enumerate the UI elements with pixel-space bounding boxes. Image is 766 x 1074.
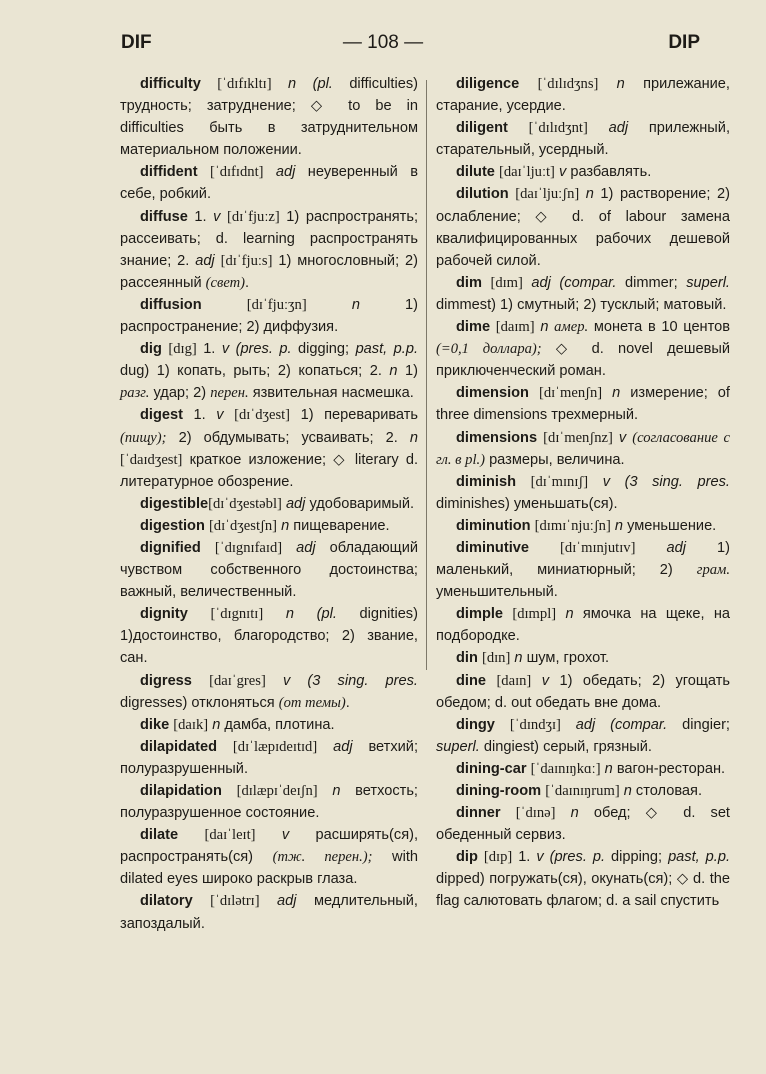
definition-text [317,739,333,755]
transcription: [dɪˈlæpɪdeɪtɪd] [232,738,318,755]
definition-text [193,893,210,909]
transcription: [ˈdaɪnɪŋkɑː] [530,760,601,777]
transcription: [dɪˈfjuːz] [227,208,280,225]
transcription: [dɪˈmenʃnz] [543,429,613,446]
gloss-label: грам. [696,562,730,579]
definition-text: удобоваримый. [305,495,415,512]
dictionary-entry [436,603,730,647]
dictionary-entry [436,515,730,537]
dictionary-entry [436,802,730,846]
definition-text: dipped) погружать(ся), окунать(ся); ◇ d. the flag салютовать флагом; d. a sail спустить [436,871,730,910]
transcription: [dɪˈdʒestəbl] [208,495,282,512]
definition-text [188,606,211,622]
grammar-label: v (3 sing. pres. [282,672,418,689]
grammar-label: v [213,208,221,225]
definition-text [486,673,496,689]
grammar-label: adj [296,539,316,556]
headword: digress [140,672,192,689]
definition-text [202,297,247,313]
transcription: [dɪmɪˈnjuːʃn] [534,517,611,534]
definition-text [508,120,529,136]
transcription: [dɪmpl] [512,606,557,623]
grammar-label: adj [666,539,686,556]
dictionary-entry [120,206,418,294]
transcription: [daɪˈljuːt] [498,164,555,181]
definition-text [260,893,277,909]
definition-text: разбавлять. [566,164,652,181]
grammar-label: adj [275,164,296,181]
headword: diffuse [140,208,188,225]
definition-text: ветхий; полуразрушенный. [120,738,419,777]
definition-text: неуверенный в себе, робкий. [120,164,418,203]
definition-text [201,540,215,556]
headword: dinner [456,805,501,822]
dictionary-entry [436,382,730,426]
transcription: [ˈdɪgnɪfaɪd] [214,539,283,556]
transcription: [ˈdɪnə] [515,805,556,822]
definition-text: ◇ d. novel дешевый приключенческий роман. [436,341,730,380]
dictionary-entry [436,117,730,161]
headword: din [456,650,478,667]
dictionary-entry [120,780,418,824]
grammar-label: adj [285,495,306,512]
headword: dingy [456,716,495,733]
definition-text: краткое изложение; ◇ literary d. литературное обозрение. [120,451,418,490]
grammar-label: superl. [686,274,730,291]
dictionary-entry [120,603,418,669]
definition-text: размеры, величина. [485,451,625,468]
dictionary-entry [436,846,730,912]
headword: dignity [140,606,188,623]
definition-text [192,673,209,689]
running-header [0,32,766,62]
dictionary-entry [436,471,730,515]
dictionary-entry [120,73,418,161]
grammar-label: n [585,186,594,203]
definition-text: dingiest) серый, грязный. [479,738,652,755]
definition-text: dignities) 1)достоинство, благородство; 2) звание, сан. [120,606,418,667]
headword: dimple [456,606,504,623]
headword: difficulty [140,76,201,92]
grammar-label: v [618,429,627,446]
definition-text [272,76,288,92]
dictionary-entry [120,404,418,492]
grammar-label: adj (compar. [575,716,668,733]
definition-text: расширять(ся), распространять(ся) [120,827,419,866]
headword: dig [140,341,162,358]
grammar-label: v [281,827,290,844]
grammar-label: n [281,517,290,534]
transcription: [dɪlæpɪˈdeɪʃn] [236,783,318,799]
definition-text: with dilated eyes широко раскрыв глаза. [120,849,419,888]
definition-text [266,673,283,689]
definition-text: язвительная насмешка. [248,385,414,402]
right-column [436,73,730,913]
definition-text [501,805,516,821]
grammar-label: n [332,783,341,799]
definition-text: digresses) отклоняться [120,694,279,711]
definition-text [178,827,204,843]
definition-text: 1. [196,341,222,358]
transcription: [ˈdɪlɪdʒns] [537,76,599,92]
transcription: [ˈdɪlətrɪ] [210,893,260,910]
headword: dignified [140,539,201,556]
grammar-label: n [604,760,613,777]
definition-text: 1) распространение; 2) диффузия. [120,296,419,336]
grammar-label: n [351,296,360,313]
gloss-label: амер. [554,319,589,336]
headword: dilate [140,827,179,844]
definition-text [588,120,609,136]
gloss-label: (=0,1 доллара); [436,341,542,358]
definition-text: dingier; [667,716,730,733]
grammar-label: past, p.p. [355,341,419,358]
grammar-label: n (pl. [285,606,337,623]
transcription: [daɪn] [496,672,532,689]
headword: diligence [456,76,520,92]
grammar-label: v [541,672,550,689]
dictionary-entry [436,183,730,271]
definition-text [555,805,570,821]
headword: dilute [456,164,495,181]
dictionary-entry [120,824,418,890]
headword: dine [456,672,486,689]
grammar-label: adj [277,893,297,910]
headword: digestible [140,495,209,512]
dictionary-entry [436,714,730,758]
grammar-label: n [623,783,632,799]
transcription: [ˈdaɪnɪŋrum] [545,783,620,799]
dictionary-entry [436,272,730,316]
definition-text [495,717,510,733]
definition-text [222,783,237,799]
definition-text [503,606,512,622]
headword: dining-car [456,760,527,777]
headword: dilatory [140,893,193,910]
grammar-label: n [612,385,621,402]
definition-text: . [245,274,250,291]
definition-text [529,385,539,401]
transcription: [ˈdɪfɪdnt] [209,164,264,181]
definition-text: dipping; [605,849,669,866]
definition-text: прилежный, старательный, усердный. [436,120,730,159]
headword: dike [140,716,170,733]
definition-text [263,164,275,180]
definition-text [318,783,333,799]
transcription: [dɪg] [168,341,197,358]
dictionary-entry [120,670,418,714]
definition-text: 1) обедать; 2) угощать обедом; d. out обедать вне дома. [436,672,730,711]
grammar-label: v (3 sing. pres. [602,473,730,490]
definition-text [217,739,233,755]
definition-text: 1) многословный; 2) рассеянный [120,252,419,291]
gloss-label: (пищу); [120,429,167,446]
definition-text: столовая. [631,783,703,799]
definition-text [224,407,235,423]
transcription: [daɪˈgres] [209,672,266,689]
transcription: [dɪˈfjuːʒn] [246,296,307,313]
headword: diffident [140,164,198,181]
headword: diminution [456,517,531,534]
gloss-label: разг. [120,385,150,402]
definition-text: измерение; of three dimensions трехмерный. [436,385,730,424]
transcription: [dɪˈdʒestʃn] [208,517,278,534]
gloss-label: (тж. перен.); [272,849,373,866]
transcription: [ˈdɪfɪkltɪ] [217,76,272,92]
headword: dim [456,274,482,291]
dictionary-entry [120,537,418,603]
transcription: [dɪˈfjuːs] [220,252,273,269]
definition-text [198,164,210,180]
grammar-label: v (pres. p. [221,341,292,358]
grammar-label: v [558,164,567,181]
left-column [120,73,418,935]
definition-text: 1) переваривать [290,407,419,424]
grammar-label: n [614,517,624,534]
dictionary-entry [120,714,418,736]
dictionary-entry [120,890,418,934]
definition-text: обладающий чувством собственного достоинства; важный, величественный. [120,539,418,601]
definition-text: dimmest) 1) смутный; 2) тусклый; матовый. [436,296,727,313]
definition-text: 1) растворение; 2) ослабление; ◇ d. of labour замена квалифицированных рабочих дешевой рабочей силой. [436,186,730,269]
transcription: [daɪˈleɪt] [204,827,256,844]
gloss-label: (от темы) [278,694,346,711]
dictionary-entry [120,161,418,205]
definition-text: 1) маленький, миниатюрный; 2) [436,539,730,579]
definition-text [529,540,560,556]
definition-text: вагон-ресторан. [612,760,726,777]
definition-text: обед; ◇ d. set обеденный сервиз. [436,805,730,844]
definition-text: 2) обдумывать; усваивать; 2. [166,429,410,446]
definition-text: difficulties) трудность; затруднение; ◇ to be in difficulties быть в затруднительном материальном положении. [120,76,418,159]
definition-text: dimmer; [616,274,687,291]
transcription: [dɪˈmenʃn] [538,385,603,402]
dictionary-entry [120,515,418,537]
definition-text [635,540,666,556]
definition-text [531,673,541,689]
dictionary-entry [120,736,418,780]
grammar-label: n [212,716,221,733]
dictionary-entry [120,294,418,338]
definition-text [282,540,296,556]
transcription: [dɪp] [483,849,513,866]
page-number: — 108 — [342,32,424,53]
transcription: [ˈdɪgnɪtɪ] [210,606,264,623]
definition-text: уменьшительный. [436,584,558,601]
guide-word-first: DIF [121,32,152,53]
definition-text: удар; 2) [149,385,211,402]
definition-text [263,606,286,622]
grammar-label: n (pl. [288,76,333,92]
definition-text [201,76,217,92]
headword: diffusion [140,296,202,313]
transcription: [dɪˈmɪnɪʃ] [530,473,589,490]
definition-text: dug) 1) копать, рыть; 2) копаться; 2. [120,363,390,380]
dictionary-entry [436,758,730,780]
dictionary-entry [436,73,730,117]
grammar-label: n [570,805,579,822]
grammar-label: n [389,363,398,380]
gloss-label: перен. [210,385,249,402]
grammar-label: adj [195,252,215,269]
transcription: [dɪm] [490,274,523,291]
definition-text: diminishes) уменьшать(ся). [436,495,618,512]
definition-text: пищеварение. [289,517,390,534]
guide-word-last: DIP [668,32,700,53]
definition-text: 1) распространять; рассеивать; d. learning распространять знание; 2. [120,208,419,269]
definition-text: digging; [291,341,356,358]
dictionary-entry [436,161,730,183]
definition-text: . [345,694,350,711]
transcription: [ˈdɪlɪdʒnt] [528,120,588,137]
transcription: [dɪˈmɪnjutɪv] [560,539,636,556]
headword: diminutive [456,539,529,556]
headword: dime [456,319,491,336]
grammar-label: n [514,650,523,667]
transcription: [ˈdaɪdʒest] [120,451,183,468]
definition-text: ветхость; полуразрушенное состояние. [120,783,418,822]
dictionary-entry [120,338,418,404]
definition-text [561,717,576,733]
dictionary-entry [436,647,730,669]
definition-text [519,76,537,92]
definition-text: монета в 10 центов [588,319,731,336]
transcription: [dɪn] [481,650,511,667]
headword: dimension [456,385,529,402]
definition-text: 1. [512,849,537,866]
dictionary-entry [436,670,730,714]
grammar-label: n [616,76,625,92]
headword: dilution [456,186,509,203]
definition-text: прилежание, старание, усердие. [436,76,730,115]
definition-text: шум, грохот. [522,650,609,667]
gloss-label: (свет) [205,274,246,291]
dictionary-entry [436,537,730,603]
grammar-label: n [540,319,549,336]
definition-text [256,827,282,843]
definition-text: медлительный, запоздалый. [120,893,418,932]
headword: digest [140,407,183,424]
definition-text: уменьшение. [623,517,717,534]
dictionary-entry [436,780,730,802]
definition-text [598,76,616,92]
headword: dilapidated [140,738,218,755]
transcription: [daɪˈljuːʃn] [515,186,580,203]
grammar-label: n [565,606,574,623]
grammar-label: adj [333,738,353,755]
headword: dimensions [456,429,538,446]
headword: dip [456,849,478,866]
headword: dilapidation [140,783,222,799]
grammar-label: past, p.p. [668,849,731,866]
headword: diligent [456,120,508,137]
definition-text [516,474,531,490]
definition-text: дамба, плотина. [220,716,335,733]
headword: diminish [456,473,516,490]
definition-text: 1) [397,363,418,380]
dictionary-entry [436,316,730,382]
transcription: [daɪm] [495,319,535,336]
grammar-label: adj (compar. [531,274,617,291]
definition-text: 1. [187,208,214,225]
gloss-label: (согласование с гл. в pl.) [436,429,730,468]
transcription: [daɪk] [173,716,209,733]
definition-text: 1. [182,407,217,424]
dictionary-entry [436,427,730,471]
grammar-label: v (pres. p. [536,849,606,866]
headword: dining-room [456,783,542,799]
transcription: [dɪˈdʒest] [234,407,291,424]
definition-text [588,474,603,490]
transcription: [ˈdɪndʒɪ] [509,716,561,733]
grammar-label: v [216,407,224,424]
grammar-label: adj [608,120,629,137]
grammar-label: n [409,429,418,446]
grammar-label: superl. [436,738,480,755]
dictionary-entry [120,493,418,515]
definition-text [602,385,612,401]
definition-text [307,297,352,313]
column-divider [426,80,427,670]
definition-text: ямочка на щеке, на подбородке. [436,606,730,645]
headword: digestion [140,517,205,534]
